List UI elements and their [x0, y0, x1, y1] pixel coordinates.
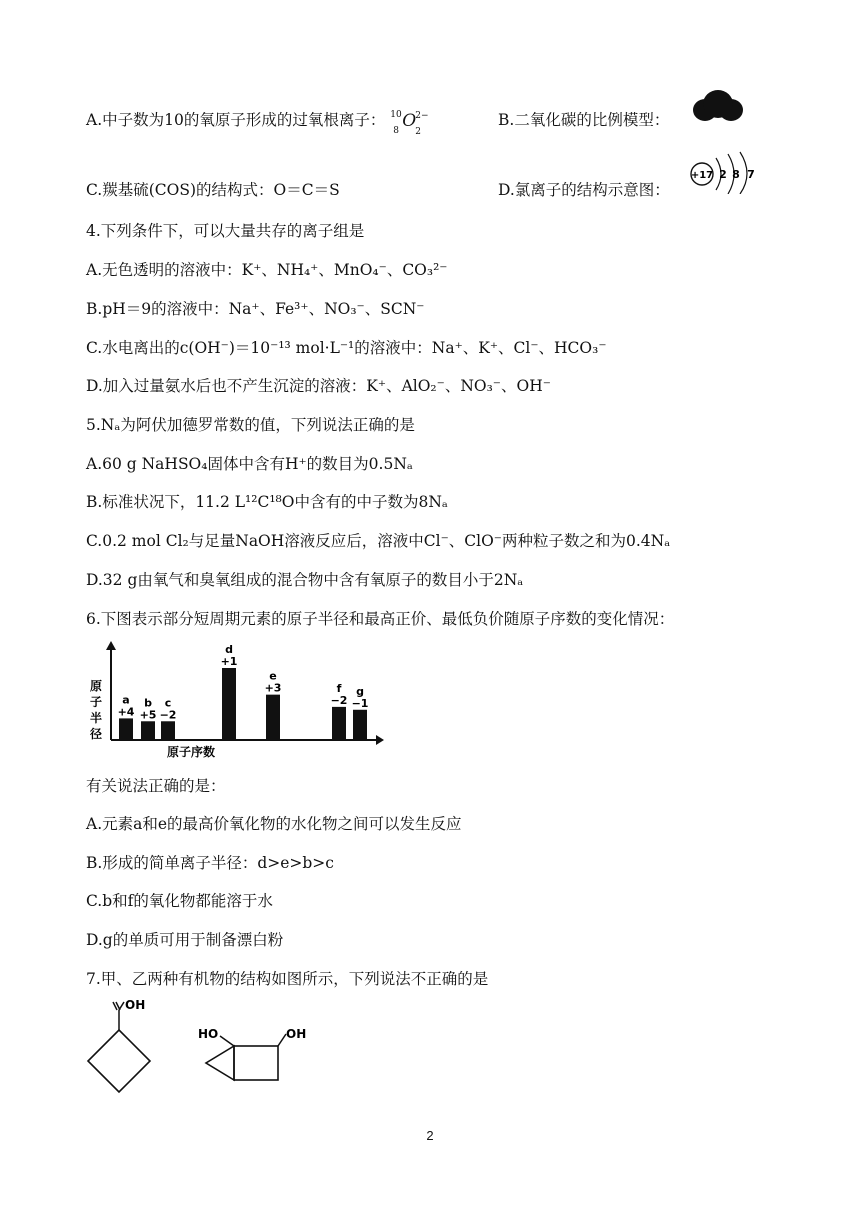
- nucleus-charge: +17: [690, 170, 714, 181]
- q3-option-d-text: D.氯离子的结构示意图：: [498, 181, 670, 199]
- chlorine-atom-structure-diagram: [688, 150, 760, 194]
- q5-option-a: A.60 g NaHSO₄固体中含有H⁺的数目为0.5Nₐ: [86, 455, 413, 473]
- co2-space-filling-model: [692, 88, 744, 124]
- bar-c: [161, 721, 175, 740]
- category-label-d: d: [225, 643, 233, 656]
- q4-option-c: C.水电离出的c(OH⁻)＝10⁻¹³ mol·L⁻¹的溶液中：Na⁺、K⁺、Cl⁻、HCO₃⁻: [86, 339, 607, 357]
- q4-option-a: A.无色透明的溶液中：K⁺、NH₄⁺、MnO₄⁻、CO₃²⁻: [86, 261, 448, 279]
- bar-d: [222, 668, 236, 740]
- x-axis-arrow: [376, 735, 384, 745]
- atomic-radius-bar-chart: [86, 640, 386, 760]
- q4-stem: 4.下列条件下，可以大量共存的离子组是: [86, 222, 365, 240]
- valence-label-e: +3: [264, 681, 282, 695]
- q5-option-b: B.标准状况下，11.2 L¹²C¹⁸O中含有的中子数为8Nₐ: [86, 493, 448, 511]
- y-axis-label-2: 子: [89, 695, 103, 709]
- mol1-oh-label: OH: [125, 998, 146, 1012]
- x-axis-label: 原子序数: [166, 745, 216, 759]
- bar-e: [266, 695, 280, 740]
- bar-g: [353, 710, 367, 740]
- valence-label-g: −1: [351, 696, 369, 710]
- shell-2-count: 8: [732, 168, 740, 181]
- q3-option-d: [498, 180, 670, 200]
- valence-label-b: +5: [139, 708, 157, 722]
- q5-option-d: D.32 g由氧气和臭氧组成的混合物中含有氧原子的数目小于2Nₐ: [86, 571, 524, 589]
- molecule-jia-cyclobutanecarboxylic-acid: [84, 996, 164, 1102]
- shell-1-count: 2: [719, 168, 727, 181]
- q3-option-a-text: A.中子数为10的氧原子形成的过氧根离子：: [86, 111, 386, 129]
- q5-stem: 5.Nₐ为阿伏加德罗常数的值，下列说法正确的是: [86, 416, 415, 434]
- bar-a: [119, 718, 133, 740]
- mol2-oh-label: OH: [286, 1027, 307, 1041]
- y-axis-label-1: 原: [89, 679, 103, 693]
- q3-option-a: [86, 110, 432, 137]
- q6-option-d: D.g的单质可用于制备漂白粉: [86, 931, 284, 949]
- molecule-yi-bicyclic-diol: [190, 1018, 320, 1098]
- category-label-g: g: [356, 684, 364, 698]
- mol2-ho-label: HO: [198, 1027, 219, 1041]
- q6-option-b: B.形成的简单离子半径：d>e>b>c: [86, 854, 334, 872]
- q4-option-b: B.pH＝9的溶液中：Na⁺、Fe³⁺、NO₃⁻、SCN⁻: [86, 300, 425, 318]
- q3-option-b: [498, 110, 669, 130]
- q3-option-c-text: C.羰基硫(COS)的结构式：O＝C＝S: [86, 181, 340, 199]
- q6-stem: 6.下图表示部分短周期元素的原子半径和最高正价、最低负价随原子序数的变化情况：: [86, 610, 675, 628]
- category-label-e: e: [269, 669, 277, 683]
- q6-option-c: C.b和f的氧化物都能溶于水: [86, 892, 273, 910]
- y-axis-label-3: 半: [89, 711, 103, 725]
- q5-option-c: C.0.2 mol Cl₂与足量NaOH溶液反应后，溶液中Cl⁻、ClO⁻两种粒子数之和为0.4Nₐ: [86, 532, 671, 550]
- valence-label-d: +1: [220, 655, 238, 668]
- q6-after-chart: 有关说法正确的是：: [86, 777, 226, 795]
- bar-b: [141, 721, 155, 740]
- category-label-b: b: [144, 696, 152, 710]
- q6-option-a: A.元素a和e的最高价氧化物的水化物之间可以发生反应: [86, 815, 462, 833]
- y-axis-arrow: [106, 641, 116, 650]
- q4-option-d: D.加入过量氨水后也不产生沉淀的溶液：K⁺、AlO₂⁻、NO₃⁻、OH⁻: [86, 377, 551, 395]
- page-number: 2: [426, 1128, 434, 1143]
- category-label-a: a: [122, 693, 130, 707]
- q3-option-c: [86, 180, 340, 200]
- y-axis-label-4: 径: [89, 727, 103, 741]
- category-label-c: c: [164, 696, 172, 710]
- category-label-f: f: [336, 681, 342, 695]
- valence-label-f: −2: [330, 693, 348, 707]
- bar-f: [332, 707, 346, 740]
- q7-stem: 7.甲、乙两种有机物的结构如图所示，下列说法不正确的是: [86, 970, 489, 988]
- q3-option-b-text: B.二氧化碳的比例模型：: [498, 111, 670, 129]
- peroxide-formula: 10 8 O 2 2−: [390, 110, 429, 137]
- shell-3-count: 7: [747, 168, 755, 181]
- valence-label-c: −2: [159, 708, 177, 722]
- valence-label-a: +4: [117, 705, 135, 719]
